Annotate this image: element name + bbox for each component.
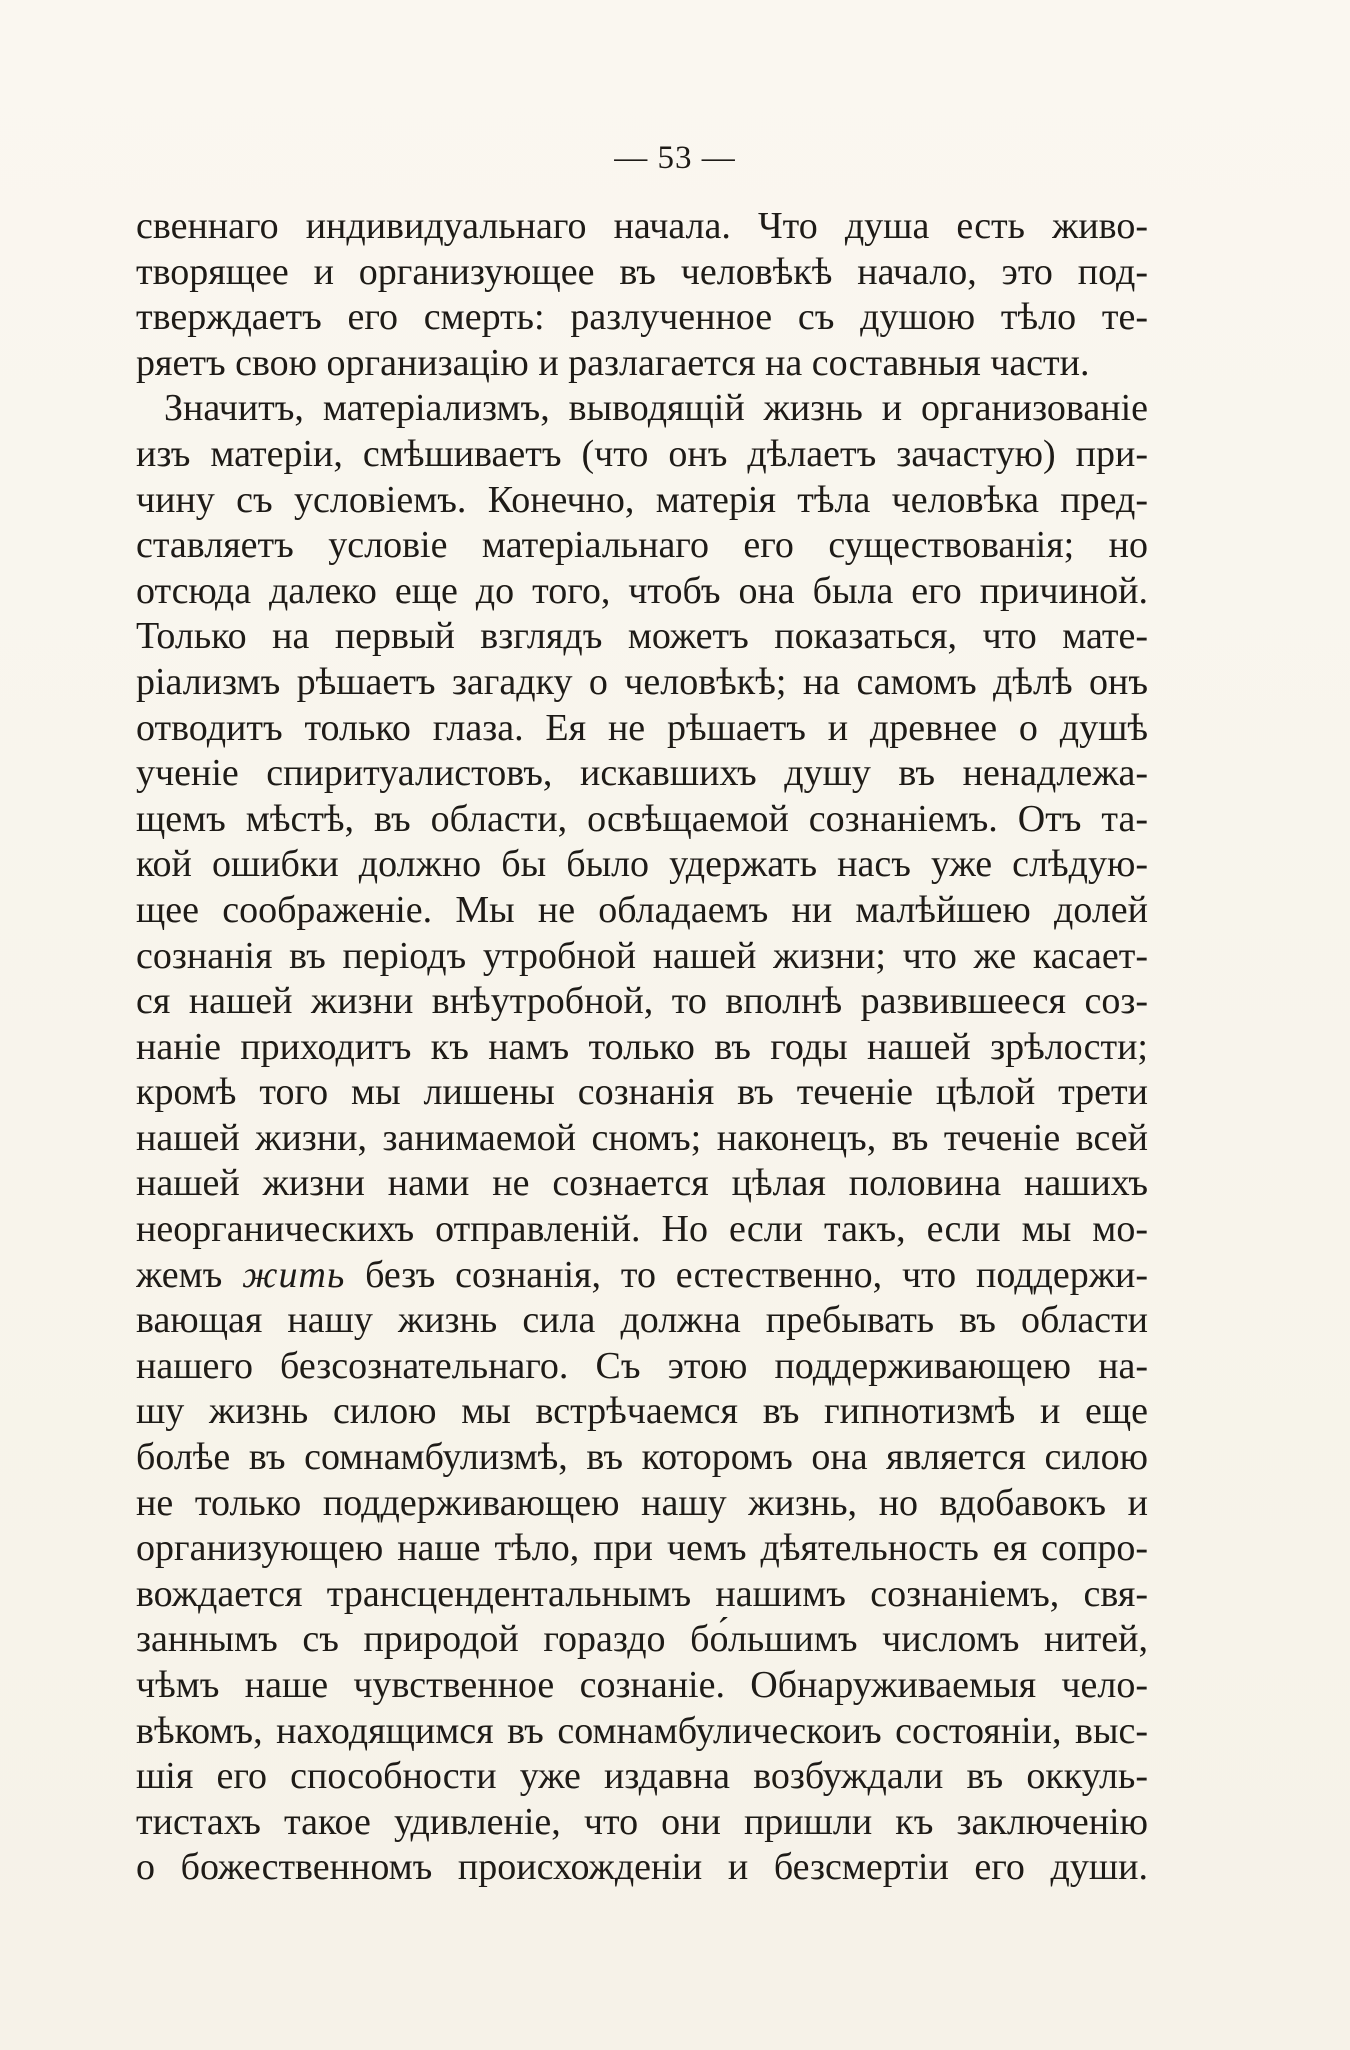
text-line-19: наніе приходитъ къ намъ только въ годы нашей зрѣлости; [136,1025,1148,1068]
text-line-28: болѣе въ сомнамбулизмѣ, въ которомъ она является силою [136,1436,1148,1479]
text-line-9: отсюда далеко еще до того, чтобъ она была его причиной. [136,569,1148,612]
text-line-32: заннымъ съ природой гораздо бо́льшимъ числомъ нитей, [136,1618,1148,1661]
text-line-16: щее соображеніе. Мы не обладаемъ ни малѣйшею долей [136,888,1148,931]
text-line-12: отводитъ только глаза. Ея не рѣшаетъ и древнее о душѣ [136,706,1148,749]
text-line-3: тверждаетъ его смерть: разлученное съ душою тѣло те- [136,296,1148,339]
text-line-13: ученіе спиритуалистовъ, искавшихъ душу въ ненадлежа- [136,752,1148,795]
page-number: — 53 — [614,140,736,176]
text-line-22: нашей жизни нами не сознается цѣлая половина нашихъ [136,1162,1148,1205]
text-line-8: ставляетъ условіе матеріальнаго его существованія; но [136,524,1148,567]
text-line-25: вающая нашу жизнь сила должна пребывать въ области [136,1299,1148,1342]
emphasized-word: жить [242,1253,346,1296]
text-line-26: нашего безсознательнаго. Съ этою поддерживающею на- [136,1344,1148,1387]
text-line-20: кромѣ того мы лишены сознанія въ теченіе цѣлой трети [136,1071,1148,1114]
text-line-24-start: жемъ [136,1253,223,1296]
text-line-34: вѣкомъ, находящимся въ сомнамбулическоиъ состояніи, выс- [136,1709,1148,1752]
text-line-37: о божественномъ происхожденіи и безсмертіи его души. [136,1846,1148,1889]
text-line-6: изъ матеріи, смѣшиваетъ (что онъ дѣлаетъ зачастую) при- [136,432,1148,475]
text-line-5: Значитъ, матеріализмъ, выводящій жизнь и организованіе [164,387,1148,430]
text-line-31: вождается трансцендентальнымъ нашимъ сознаніемъ, свя- [136,1572,1148,1615]
text-line-11: ріализмъ рѣшаетъ загадку о человѣкѣ; на самомъ дѣлѣ онъ [136,660,1148,703]
text-line-29: не только поддерживающею нашу жизнь, но вдобавокъ и [136,1481,1148,1524]
text-line-18: ся нашей жизни внѣутробной, то вполнѣ развившееся соз- [136,980,1148,1023]
text-line-1: свеннаго индивидуальнаго начала. Что душа есть живо- [136,205,1148,247]
text-line-2: творящее и организующее въ человѣкѣ начало, это под- [136,250,1148,293]
text-line-15: кой ошибки должно бы было удержать насъ уже слѣдую- [136,843,1148,886]
text-line-21: нашей жизни, занимаемой сномъ; наконецъ, въ теченіе всей [136,1116,1148,1159]
body-text [136,204,1148,1891]
text-line-33: чѣмъ наше чувственное сознаніе. Обнаруживаемыя чело- [136,1664,1148,1706]
text-line-10: Только на первый взглядъ можетъ показаться, что мате- [136,615,1148,658]
text-line-24 [136,1253,1148,1299]
text-line-36: тистахъ такое удивленіе, что они пришли къ заключенію [136,1800,1148,1843]
text-line-30: организующею наше тѣло, при чемъ дѣятельность ея сопро- [136,1527,1148,1570]
text-line-17: сознанія въ періодъ утробной нашей жизни; что же касает- [136,934,1148,977]
text-line-14: щемъ мѣстѣ, въ области, освѣщаемой сознаніемъ. Отъ та- [136,797,1148,840]
text-line-35: шія его способности уже издавна возбуждали въ оккуль- [136,1755,1148,1798]
text-line-4: ряетъ свою организацію и разлагается на составныя части. [136,341,1090,384]
text-line-27: шу жизнь силою мы встрѣчаемся въ гипнотизмѣ и еще [136,1390,1148,1433]
text-line-7: чину съ условіемъ. Конечно, матерія тѣла человѣка пред- [136,478,1148,521]
text-line-24-end: безъ сознанія, то естественно, что поддержи- [365,1253,1148,1296]
text-line-23: неорганическихъ отправленій. Но если такъ, если мы мо- [136,1208,1148,1251]
